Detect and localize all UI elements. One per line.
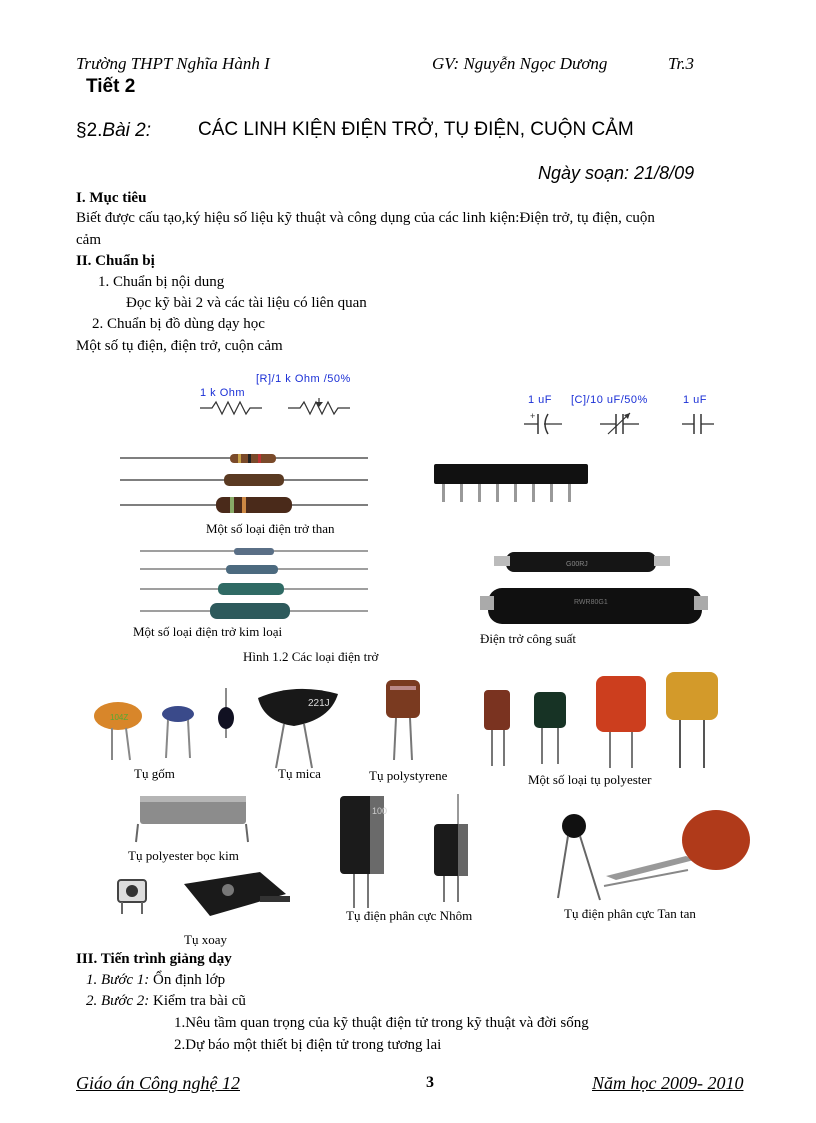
caption-polyester-caps: Một số loại tụ polyester <box>528 772 652 787</box>
step1-text: Ổn định lớp <box>153 972 226 988</box>
variable-cap-label: [C]/10 uF/50% <box>571 394 648 406</box>
fixed-cap-label: 1 uF <box>683 394 708 406</box>
section2-item1: 1. Chuẩn bị nội dung <box>98 274 225 290</box>
prep-date: Ngày soạn: 21/8/09 <box>538 163 695 183</box>
svg-text:RWR80G1: RWR80G1 <box>574 599 608 606</box>
footer-course: Giáo án Công nghệ 12 <box>76 1073 240 1093</box>
step2-label: 2. Bước 2: <box>86 993 150 1009</box>
capacitor-row1-photo <box>90 676 470 772</box>
fixed-resistor-symbol <box>200 402 262 414</box>
polystyrene-cap-photo <box>386 680 420 760</box>
step2 <box>86 993 246 1010</box>
caption-aluminum-cap: Tụ điện phân cực Nhôm <box>346 908 473 923</box>
tantalum-cap-photo <box>556 796 756 900</box>
metal-resistors-photo <box>138 544 372 624</box>
caption-carbon-resistors: Một số loại điện trở than <box>206 521 335 536</box>
step1-label: 1. Bước 1: <box>86 972 150 988</box>
section2-item2-detail: Một số tụ điện, điện trở, cuộn cảm <box>76 338 283 354</box>
wiper-arrow-icon <box>315 402 323 407</box>
header-school: Trường THPT Nghĩa Hành I <box>76 54 270 73</box>
section2-heading: II. Chuẩn bị <box>76 253 155 269</box>
footer-school-year: Năm học 2009- 2010 <box>592 1073 744 1093</box>
caption-mica-cap: Tụ mica <box>278 766 321 781</box>
question-2: 2.Dự báo một thiết bị điện tử trong tương lai <box>174 1037 442 1053</box>
lesson-period: Tiết 2 <box>86 76 136 97</box>
header-teacher: GV: Nguyễn Ngọc Dương <box>432 54 608 73</box>
caption-ceramic-cap: Tụ gốm <box>134 766 175 781</box>
resistor-network-photo <box>432 462 592 506</box>
capacitor-symbols <box>522 410 722 438</box>
mica-cap-photo <box>218 688 338 768</box>
section2-item1-detail: Đọc kỹ bài 2 và các tài liệu có liên quan <box>126 295 367 311</box>
section1-line2: cảm <box>76 232 101 248</box>
svg-text:G00RJ: G00RJ <box>566 561 588 568</box>
caption-variable-cap: Tụ xoay <box>184 932 227 947</box>
mica-code-label: 221J <box>308 698 330 709</box>
section2-item2: 2. Chuẩn bị đồ dùng dạy học <box>92 316 265 332</box>
caption-metal-resistors: Một số loại điện trở kim loại <box>133 624 283 639</box>
caption-power-resistor: Điện trở công suất <box>480 631 577 646</box>
variable-cap-photo <box>110 866 300 924</box>
section1-line1: Biết được cấu tạo,ký hiệu số liệu kỹ thuật và công dụng của các linh kiện:Điện trở, tụ điện, cuộn <box>76 210 655 226</box>
figure-caption: Hình 1.2 Các loại điện trở <box>243 649 379 664</box>
metal-polyester-cap-photo <box>134 792 254 848</box>
ceramic-code-label: 104Z <box>110 713 129 722</box>
power-resistors-photo <box>480 544 710 634</box>
polyester-caps-photo <box>480 670 730 770</box>
section3-heading: III. Tiến trình giảng dạy <box>76 951 232 967</box>
svg-text:+: + <box>530 411 536 421</box>
caption-tantalum-cap: Tụ điện phân cực Tan tan <box>564 906 696 921</box>
lesson-number: §2. <box>76 120 103 141</box>
carbon-resistors-photo <box>118 448 374 518</box>
step1 <box>86 972 225 989</box>
caption-metal-polyester-cap: Tụ polyester bọc kim <box>128 848 239 863</box>
variable-cap-symbol <box>600 413 639 434</box>
step2-text: Kiểm tra bài cũ <box>153 993 246 1009</box>
lesson-title: CÁC LINH KIỆN ĐIỆN TRỞ, TỤ ĐIỆN, CUỘN CẢM <box>198 119 634 140</box>
lesson-heading <box>76 120 151 142</box>
header-page-ref: Tr.3 <box>668 54 694 73</box>
resistor-symbols <box>200 398 360 418</box>
ceramic-cap-photo <box>94 702 194 760</box>
variable-resistor-label: [R]/1 k Ohm /50% <box>256 373 351 385</box>
footer-page-number: 3 <box>426 1074 434 1091</box>
fixed-resistor-label: 1 k Ohm <box>200 387 246 399</box>
question-1: 1.Nêu tầm quan trọng của kỹ thuật điện tử trong kỹ thuật và đời sống <box>174 1015 589 1031</box>
aluminum-cap-photo <box>338 790 478 910</box>
polar-cap-symbol <box>524 411 562 434</box>
caption-polystyrene-cap: Tụ polystyrene <box>369 768 448 783</box>
polar-cap-label: 1 uF <box>528 394 553 406</box>
fixed-cap-symbol <box>682 414 714 434</box>
lesson-label: Bài 2: <box>102 120 152 141</box>
section1-heading: I. Mục tiêu <box>76 190 147 206</box>
aluminum-code-label: 100 <box>372 806 388 816</box>
